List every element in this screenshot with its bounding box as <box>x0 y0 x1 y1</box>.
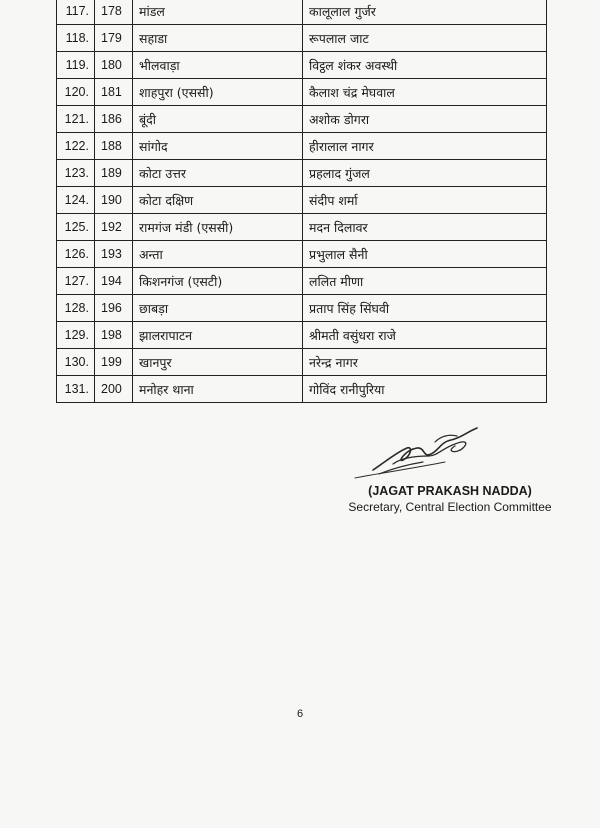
table-row <box>57 133 547 160</box>
table-row <box>57 349 547 376</box>
ac-number-cell: 186 <box>95 106 133 133</box>
candidate-table <box>56 0 547 403</box>
constituency-cell: छाबड़ा <box>133 295 303 322</box>
candidate-name-cell: श्रीमती वसुंधरा राजे <box>303 322 547 349</box>
candidate-name-cell: संदीप शर्मा <box>303 187 547 214</box>
candidate-name-cell: प्रहलाद गुंजल <box>303 160 547 187</box>
signature <box>345 418 515 488</box>
candidate-name-cell: प्रताप सिंह सिंघवी <box>303 295 547 322</box>
serial-number-cell: 118. <box>57 25 95 52</box>
candidate-name-cell: विट्ठल शंकर अवस्थी <box>303 52 547 79</box>
ac-number-cell: 198 <box>95 322 133 349</box>
table-row <box>57 241 547 268</box>
candidate-name-cell: रूपलाल जाट <box>303 25 547 52</box>
candidate-name-cell: मदन दिलावर <box>303 214 547 241</box>
ac-number-cell: 193 <box>95 241 133 268</box>
ac-number-cell: 194 <box>95 268 133 295</box>
ac-number-cell: 180 <box>95 52 133 79</box>
constituency-cell: सांगोद <box>133 133 303 160</box>
ac-number-cell: 188 <box>95 133 133 160</box>
table-row <box>57 79 547 106</box>
candidate-table-body <box>57 0 547 403</box>
page-number: 6 <box>296 708 304 720</box>
serial-number-cell: 117. <box>57 0 95 25</box>
constituency-cell: शाहपुरा (एससी) <box>133 79 303 106</box>
constituency-cell: सहाडा <box>133 25 303 52</box>
table-row <box>57 25 547 52</box>
candidate-name-cell: कालूलाल गुर्जर <box>303 0 547 25</box>
ac-number-cell: 192 <box>95 214 133 241</box>
serial-number-cell: 124. <box>57 187 95 214</box>
constituency-cell: किशनगंज (एसटी) <box>133 268 303 295</box>
serial-number-cell: 126. <box>57 241 95 268</box>
signatory-name: (JAGAT PRAKASH NADDA) <box>368 484 532 498</box>
ac-number-cell: 189 <box>95 160 133 187</box>
serial-number-cell: 120. <box>57 79 95 106</box>
constituency-cell: भीलवाड़ा <box>133 52 303 79</box>
ac-number-cell: 179 <box>95 25 133 52</box>
table-row <box>57 295 547 322</box>
constituency-cell: कोटा उत्तर <box>133 160 303 187</box>
constituency-cell: मनोहर थाना <box>133 376 303 403</box>
constituency-cell: मांडल <box>133 0 303 25</box>
signatory-title: Secretary, Central Election Committee <box>348 500 552 514</box>
serial-number-cell: 127. <box>57 268 95 295</box>
candidate-name-cell: ललित मीणा <box>303 268 547 295</box>
constituency-cell: कोटा दक्षिण <box>133 187 303 214</box>
serial-number-cell: 130. <box>57 349 95 376</box>
serial-number-cell: 131. <box>57 376 95 403</box>
constituency-cell: खानपुर <box>133 349 303 376</box>
table-row <box>57 214 547 241</box>
table-row <box>57 160 547 187</box>
candidate-name-cell: हीरालाल नागर <box>303 133 547 160</box>
table-row <box>57 187 547 214</box>
candidate-name-cell: गोविंद रानीपुरिया <box>303 376 547 403</box>
serial-number-cell: 125. <box>57 214 95 241</box>
constituency-cell: अन्ता <box>133 241 303 268</box>
table-row <box>57 0 547 25</box>
ac-number-cell: 181 <box>95 79 133 106</box>
ac-number-cell: 200 <box>95 376 133 403</box>
ac-number-cell: 196 <box>95 295 133 322</box>
ac-number-cell: 178 <box>95 0 133 25</box>
serial-number-cell: 119. <box>57 52 95 79</box>
candidate-name-cell: कैलाश चंद्र मेघवाल <box>303 79 547 106</box>
table-row <box>57 52 547 79</box>
table-row <box>57 106 547 133</box>
serial-number-cell: 128. <box>57 295 95 322</box>
constituency-cell: झालरापाटन <box>133 322 303 349</box>
table-row <box>57 376 547 403</box>
candidate-name-cell: अशोक डोगरा <box>303 106 547 133</box>
candidate-name-cell: प्रभुलाल सैनी <box>303 241 547 268</box>
ac-number-cell: 199 <box>95 349 133 376</box>
table-row <box>57 268 547 295</box>
candidate-name-cell: नरेन्द्र नागर <box>303 349 547 376</box>
constituency-cell: बूंदी <box>133 106 303 133</box>
serial-number-cell: 129. <box>57 322 95 349</box>
serial-number-cell: 123. <box>57 160 95 187</box>
ac-number-cell: 190 <box>95 187 133 214</box>
table-row <box>57 322 547 349</box>
serial-number-cell: 122. <box>57 133 95 160</box>
constituency-cell: रामगंज मंडी (एससी) <box>133 214 303 241</box>
serial-number-cell: 121. <box>57 106 95 133</box>
